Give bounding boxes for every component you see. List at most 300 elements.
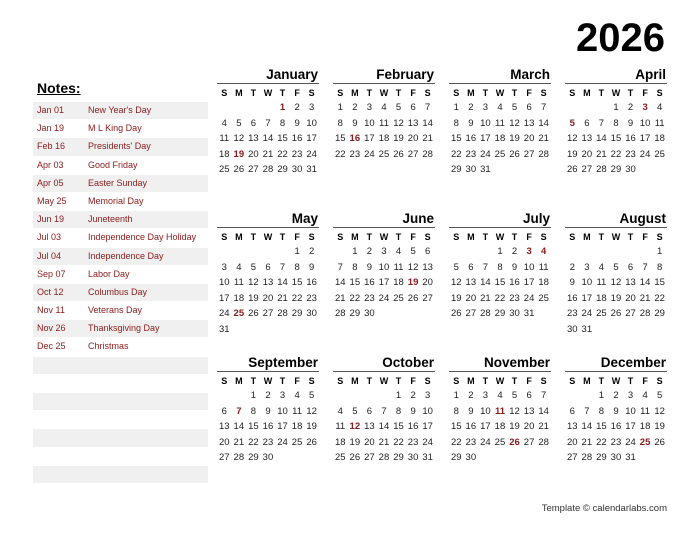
day-cell: 9 [294,117,300,129]
day-cell: 28 [334,308,346,319]
month-december [565,354,667,466]
holiday-day: 25 [233,308,245,319]
weekday-label: W [379,376,389,386]
weekday-label: W [495,88,505,98]
day-cell: 27 [625,308,636,319]
day-cell: 24 [639,148,651,160]
weekday-label: T [627,88,634,98]
day-cell: 27 [218,452,230,463]
day-cell: 29 [291,308,303,319]
month-april [565,66,667,178]
day-cell: 9 [613,405,619,417]
holiday-date: Nov 26 [37,323,66,334]
day-cell: 23 [306,292,317,304]
day-cell: 2 [613,390,619,401]
weekday-label: S [569,376,576,386]
day-cell: 7 [337,261,343,273]
day-cell: 28 [378,452,390,463]
weekday-label: M [583,232,591,242]
day-cell: 23 [610,436,622,448]
day-cell: 28 [480,308,491,319]
day-cell: 7 [425,102,431,113]
day-cell: 6 [425,246,431,257]
weekday-label: S [424,376,431,386]
day-cell: 23 [465,436,477,448]
weekday-label: W [611,88,621,98]
day-grid [565,231,667,337]
weekday-label: S [337,376,344,386]
day-cell: 26 [233,164,245,175]
weekday-label: F [294,376,300,386]
day-cell: 15 [654,277,665,288]
day-cell: 19 [654,421,665,432]
day-cell: 23 [509,292,520,304]
holiday-name: M L King Day [88,123,142,134]
holiday-date: Apr 03 [37,159,64,170]
day-cell: 26 [407,292,419,304]
holiday-list [33,102,208,483]
day-cell: 1 [453,390,459,401]
day-cell: 19 [393,133,404,144]
day-cell: 15 [596,421,607,432]
empty-day [362,388,377,404]
day-cell: 14 [538,405,549,417]
weekday-label: S [424,88,431,98]
day-cell: 3 [279,390,286,401]
holiday-name: Good Friday [88,159,138,170]
day-cell: 30 [465,164,477,175]
month-june [333,210,435,322]
day-cell: 26 [306,436,317,448]
day-cell: 1 [395,390,402,401]
empty-day [232,388,247,404]
day-cell: 19 [450,292,462,304]
day-cell: 14 [639,277,651,288]
day-cell: 27 [364,452,375,463]
holiday-name: Thanksgiving Day [88,323,160,334]
weekday-label: F [526,376,532,386]
day-cell: 13 [407,117,419,129]
day-cell: 6 [468,261,474,273]
weekday-label: M [351,232,359,242]
day-grid [217,231,319,337]
day-grid [449,87,551,178]
day-cell: 15 [248,421,259,432]
holiday-day: 19 [407,277,419,288]
month-title: March [449,66,551,84]
day-cell: 11 [335,421,346,432]
day-grid [565,87,667,178]
day-cell: 3 [482,102,489,113]
weekday-label: W [495,232,505,242]
day-cell: 15 [393,421,404,432]
day-cell: 11 [596,277,607,288]
weekday-label: F [294,232,300,242]
day-cell: 23 [364,292,375,304]
day-cell: 14 [233,421,245,432]
weekday-label: T [279,232,286,242]
day-cell: 10 [639,117,651,129]
day-cell: 29 [654,308,665,319]
day-cell: 18 [494,421,506,432]
blank-note-row [33,411,208,428]
weekday-label: W [379,88,389,98]
day-cell: 17 [480,421,491,432]
weekday-label: M [467,232,475,242]
day-cell: 30 [306,308,317,319]
weekday-label: F [642,376,648,386]
day-cell: 11 [379,117,389,129]
day-cell: 5 [657,390,663,401]
day-cell: 17 [364,133,375,144]
day-cell: 14 [480,277,491,288]
day-cell: 31 [306,164,317,175]
blank-note-row [33,357,208,374]
day-cell: 5 [236,117,242,129]
day-cell: 18 [596,292,607,304]
day-cell: 7 [279,261,286,273]
day-cell: 30 [625,164,636,175]
day-cell: 3 [221,261,227,273]
day-cell: 8 [657,261,663,273]
weekday-label: M [583,88,591,98]
empty-day [232,100,247,116]
day-cell: 12 [509,117,520,129]
holiday-name: Juneteenth [88,214,133,225]
month-title: July [449,210,551,228]
weekday-label: W [611,376,621,386]
day-cell: 3 [482,390,489,401]
holiday-date: Feb 16 [37,141,66,152]
day-cell: 12 [248,277,259,288]
day-cell: 22 [393,436,404,448]
weekday-label: S [453,376,460,386]
day-cell: 6 [366,405,373,417]
day-cell: 23 [349,148,361,160]
day-cell: 9 [468,117,474,129]
day-cell: 17 [378,277,390,288]
day-cell: 14 [538,117,549,129]
weekday-label: T [482,376,489,386]
day-cell: 6 [526,102,532,113]
empty-day [333,388,348,404]
day-cell: 24 [364,148,375,160]
holiday-row [33,102,208,119]
month-february [333,66,435,162]
day-cell: 28 [639,308,651,319]
day-cell: 16 [291,133,303,144]
day-cell: 17 [625,421,636,432]
holiday-date: May 25 [37,195,67,206]
day-cell: 10 [480,117,491,129]
day-grid [217,87,319,178]
day-cell: 29 [610,164,622,175]
day-cell: 25 [334,452,346,463]
day-cell: 29 [349,308,361,319]
day-cell: 14 [422,117,433,129]
day-cell: 27 [465,308,477,319]
day-cell: 10 [378,261,390,273]
day-cell: 27 [422,292,433,304]
holiday-row [33,284,208,301]
day-cell: 5 [395,102,402,113]
weekday-label: T [511,88,518,98]
holiday-row [33,248,208,265]
holiday-day: 5 [569,117,575,129]
weekday-label: W [379,232,389,242]
day-cell: 5 [410,246,416,257]
day-grid [333,87,435,162]
holiday-date: Apr 05 [37,177,64,188]
day-cell: 13 [262,277,274,288]
empty-day [594,244,609,260]
weekday-label: T [366,376,373,386]
day-cell: 29 [450,164,462,175]
empty-day [246,100,261,116]
day-cell: 24 [480,148,491,160]
day-cell: 18 [538,277,549,288]
holiday-day: 7 [236,405,242,417]
holiday-name: Christmas [88,341,129,352]
day-cell: 4 [642,390,648,401]
day-cell: 8 [453,405,459,417]
day-cell: 3 [627,390,634,401]
day-cell: 1 [657,246,663,257]
day-cell: 14 [334,277,346,288]
weekday-label: T [366,88,373,98]
weekday-label: T [250,376,257,386]
day-cell: 27 [407,148,419,160]
day-cell: 23 [291,148,303,160]
weekday-label: T [395,376,402,386]
day-cell: 21 [581,436,593,448]
day-cell: 13 [581,133,593,144]
holiday-day: 26 [509,436,520,448]
day-cell: 17 [422,421,433,432]
holiday-name: Presidents' Day [88,141,151,152]
day-cell: 24 [523,292,535,304]
weekday-label: T [279,88,286,98]
day-cell: 3 [381,246,387,257]
day-cell: 29 [393,452,404,463]
day-cell: 6 [221,405,227,417]
weekday-label: S [656,88,663,98]
month-august [565,210,667,337]
day-grid [333,231,435,322]
day-cell: 13 [625,277,636,288]
month-november [449,354,551,466]
template-credit: Template © calendarlabs.com [541,503,667,514]
day-cell: 8 [337,117,343,129]
month-title: April [565,66,667,84]
day-cell: 20 [566,436,578,448]
day-cell: 21 [538,421,549,432]
day-cell: 11 [538,261,549,273]
month-september [217,354,319,466]
weekday-label: T [482,88,489,98]
weekday-label: T [511,232,518,242]
day-cell: 18 [393,277,404,288]
day-grid [565,375,667,466]
month-july [449,210,551,322]
weekday-label: M [467,88,475,98]
day-cell: 2 [468,390,474,401]
weekday-label: M [235,376,243,386]
day-cell: 27 [523,436,535,448]
weekday-label: W [263,88,273,98]
day-cell: 13 [523,117,535,129]
day-cell: 5 [309,390,315,401]
day-cell: 4 [221,117,227,129]
day-cell: 7 [598,117,605,129]
day-cell: 2 [352,102,358,113]
holiday-row [33,338,208,355]
weekday-label: F [410,376,416,386]
empty-day [565,388,580,404]
day-cell: 17 [480,133,491,144]
weekday-label: F [642,88,648,98]
day-cell: 27 [566,452,578,463]
day-cell: 26 [349,452,361,463]
empty-day [275,244,290,260]
empty-day [261,244,276,260]
empty-day [594,100,609,116]
day-cell: 3 [309,102,315,113]
day-cell: 1 [352,246,358,257]
holiday-row [33,193,208,210]
day-cell: 21 [277,292,288,304]
day-cell: 12 [450,277,462,288]
day-cell: 24 [218,308,230,319]
day-cell: 4 [337,405,343,417]
day-cell: 16 [364,277,375,288]
day-cell: 16 [465,421,477,432]
month-title: February [333,66,435,84]
day-cell: 12 [610,277,622,288]
day-cell: 17 [306,133,317,144]
day-cell: 21 [639,292,651,304]
day-cell: 4 [381,102,387,113]
day-cell: 23 [625,148,636,160]
blank-note-row [33,393,208,410]
day-cell: 26 [654,436,665,448]
weekday-label: T [395,232,402,242]
day-cell: 23 [262,436,274,448]
day-cell: 8 [395,405,402,417]
day-cell: 8 [250,405,257,417]
day-cell: 3 [584,261,590,273]
weekday-label: T [511,376,518,386]
day-cell: 6 [627,261,634,273]
weekday-label: S [540,376,547,386]
day-cell: 16 [625,133,636,144]
day-cell: 18 [233,292,245,304]
day-cell: 18 [378,133,390,144]
day-cell: 18 [334,436,346,448]
weekday-label: T [598,376,605,386]
weekday-label: F [642,232,648,242]
day-cell: 19 [349,436,361,448]
day-cell: 20 [581,148,593,160]
day-cell: 18 [494,133,506,144]
blank-note-row [33,466,208,483]
weekday-label: W [263,232,273,242]
day-cell: 2 [366,246,373,257]
day-cell: 10 [581,277,593,288]
weekday-label: S [308,88,315,98]
day-cell: 28 [596,164,607,175]
day-cell: 24 [306,148,317,160]
weekday-label: S [656,232,663,242]
day-cell: 4 [497,102,503,113]
day-cell: 18 [218,148,230,160]
day-cell: 22 [450,436,462,448]
holiday-day: 19 [233,148,245,160]
day-cell: 22 [654,292,665,304]
blank-note-row [33,429,208,446]
day-cell: 8 [352,261,358,273]
day-cell: 12 [509,405,520,417]
day-cell: 5 [613,261,619,273]
day-cell: 21 [378,436,390,448]
day-cell: 10 [364,117,375,129]
day-cell: 29 [596,452,607,463]
day-cell: 24 [277,436,288,448]
day-cell: 5 [511,390,518,401]
day-cell: 18 [654,133,665,144]
day-cell: 16 [465,133,477,144]
weekday-label: F [410,232,416,242]
day-cell: 23 [566,308,578,319]
weekday-label: S [221,376,228,386]
holiday-day: 3 [642,102,648,113]
day-cell: 2 [410,390,416,401]
day-cell: 21 [262,148,274,160]
day-cell: 18 [291,421,303,432]
day-cell: 13 [465,277,477,288]
day-cell: 12 [566,133,578,144]
day-cell: 12 [393,117,404,129]
holiday-row [33,138,208,155]
day-cell: 16 [262,421,274,432]
day-cell: 2 [309,246,315,257]
weekday-label: S [221,88,228,98]
holiday-row [33,229,208,246]
day-cell: 17 [581,292,593,304]
holiday-date: Jul 03 [37,232,62,243]
day-grid [449,231,551,322]
day-cell: 29 [277,164,288,175]
day-cell: 9 [309,261,315,273]
holiday-day: 25 [639,436,651,448]
month-october [333,354,435,466]
day-cell: 25 [654,148,665,160]
holiday-row [33,120,208,137]
day-cell: 30 [610,452,622,463]
weekday-label: M [235,232,243,242]
day-cell: 15 [450,133,462,144]
day-cell: 14 [581,421,593,432]
day-cell: 26 [248,308,259,319]
day-cell: 28 [422,148,433,160]
month-title: October [333,354,435,372]
day-cell: 17 [277,421,288,432]
day-cell: 19 [509,421,520,432]
day-cell: 28 [581,452,593,463]
day-cell: 12 [233,133,245,144]
empty-day [348,388,363,404]
day-cell: 20 [523,421,535,432]
